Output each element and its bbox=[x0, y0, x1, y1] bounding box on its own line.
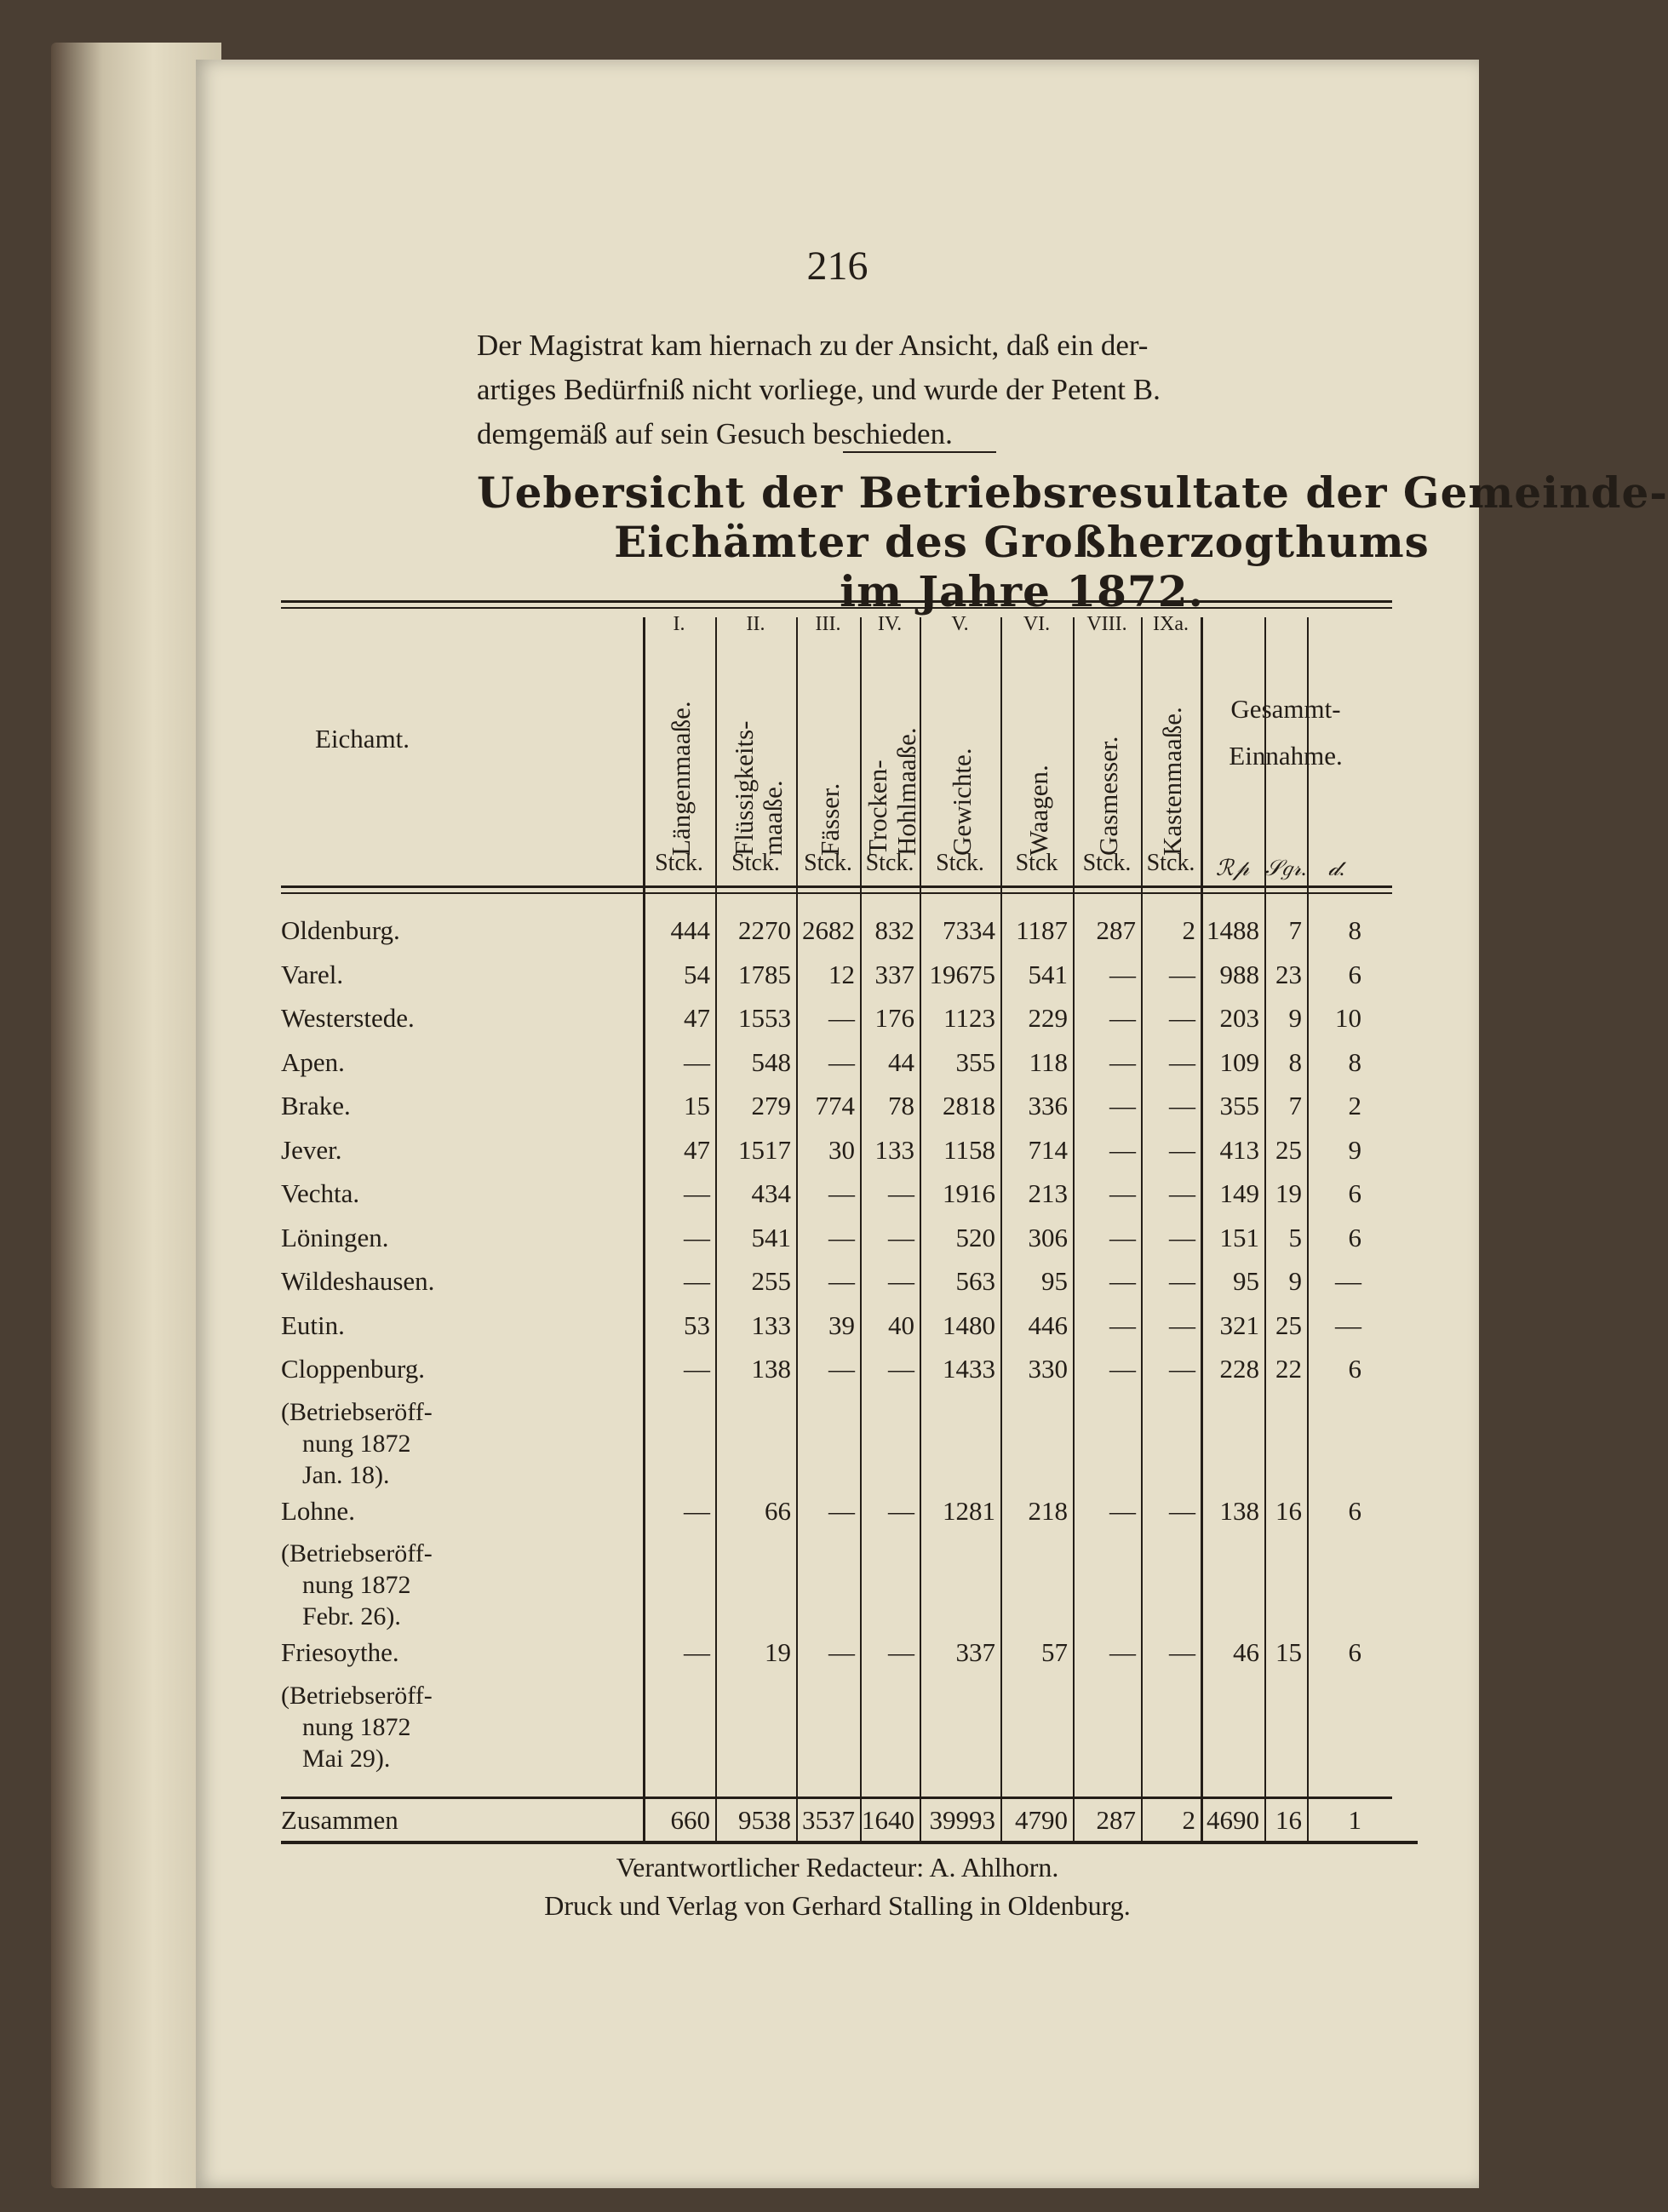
table-cell: 337 bbox=[955, 1637, 995, 1667]
money-unit: ℛ𝓅 bbox=[1215, 856, 1250, 880]
table-top-rule bbox=[281, 607, 1392, 609]
table-row-note: (Betriebseröff- bbox=[281, 1681, 433, 1710]
table-cell: — bbox=[1169, 1309, 1195, 1340]
column-roman-numeral: V. bbox=[951, 613, 969, 635]
table-cell-money: 22 bbox=[1275, 1354, 1302, 1384]
table-cell: 541 bbox=[1028, 959, 1068, 989]
table-top-rule bbox=[281, 600, 1392, 603]
table-cell: 444 bbox=[670, 915, 710, 945]
total-cell: 9538 bbox=[738, 1805, 791, 1835]
table-row-note: nung 1872 bbox=[302, 1712, 411, 1741]
table-cell: 1187 bbox=[1016, 915, 1068, 945]
table-row-label: Varel. bbox=[281, 959, 344, 989]
table-cell: — bbox=[888, 1495, 914, 1526]
title-line: Uebersicht der Betriebsresultate der Gemeinde- bbox=[477, 467, 1668, 518]
column-roman-numeral: VIII. bbox=[1086, 613, 1127, 635]
table-cell-money: 8 bbox=[1348, 1046, 1361, 1077]
table-cell: — bbox=[1169, 1354, 1195, 1384]
table-cell: 255 bbox=[751, 1266, 791, 1296]
table-cell-money: 9 bbox=[1348, 1134, 1361, 1165]
table-cell-money: 7 bbox=[1288, 1091, 1302, 1120]
table-cell: 19 bbox=[765, 1637, 791, 1667]
table-cell: 2270 bbox=[738, 915, 791, 945]
table-cell: — bbox=[888, 1354, 914, 1384]
table-cell: 2 bbox=[1182, 915, 1195, 945]
table-cell: 1785 bbox=[738, 959, 791, 989]
column-roman-numeral: IV. bbox=[877, 613, 903, 635]
table-cell: 1916 bbox=[943, 1178, 995, 1208]
table-cell: — bbox=[1109, 1309, 1136, 1340]
table-cell: — bbox=[1169, 1222, 1195, 1252]
table-cell: 47 bbox=[684, 1003, 710, 1033]
table-cell: — bbox=[1169, 1134, 1195, 1165]
editor-line: Verantwortlicher Redacteur: A. Ahlhorn. bbox=[616, 1852, 1059, 1882]
table-cell: — bbox=[888, 1222, 914, 1252]
money-unit: 𝒮𝑔𝓇. bbox=[1264, 856, 1307, 880]
table-row-label: Westerstede. bbox=[281, 1003, 415, 1033]
table-cell: — bbox=[888, 1637, 914, 1667]
table-cell-money: 7 bbox=[1288, 915, 1302, 945]
table-cell-money: 2 bbox=[1348, 1091, 1361, 1120]
column-name: Gasmesser. bbox=[1093, 736, 1123, 856]
table-row-label: Löningen. bbox=[281, 1222, 389, 1252]
column-unit: Stck. bbox=[1146, 850, 1195, 876]
table-cell: — bbox=[684, 1637, 710, 1667]
table-cell: — bbox=[828, 1178, 855, 1208]
table-cell: — bbox=[1109, 1178, 1136, 1208]
header-bottom-rule bbox=[281, 892, 1392, 894]
total-cell: 2 bbox=[1182, 1805, 1195, 1835]
column-name: Gewichte. bbox=[946, 748, 977, 856]
table-cell: 520 bbox=[955, 1222, 995, 1252]
column-roman-numeral: I. bbox=[673, 613, 685, 635]
table-cell: 15 bbox=[684, 1091, 710, 1120]
table-cell: — bbox=[828, 1354, 855, 1384]
table-cell-money: 16 bbox=[1275, 1495, 1302, 1526]
table-row-label: Vechta. bbox=[281, 1178, 360, 1208]
total-top-rule bbox=[281, 1797, 1392, 1799]
table-cell: 30 bbox=[828, 1134, 855, 1165]
table-cell: — bbox=[684, 1178, 710, 1208]
table-cell: 1553 bbox=[738, 1003, 791, 1033]
table-cell: — bbox=[888, 1178, 914, 1208]
column-name: Fässer. bbox=[814, 782, 845, 856]
table-cell: — bbox=[1169, 1091, 1195, 1120]
table-cell-money: 1488 bbox=[1207, 915, 1259, 945]
column-unit: Stck. bbox=[655, 850, 703, 876]
table-cell-money: 5 bbox=[1288, 1222, 1302, 1252]
table-cell: 832 bbox=[874, 915, 914, 945]
table-cell: — bbox=[1169, 959, 1195, 989]
column-unit: Stck. bbox=[804, 850, 852, 876]
table-cell: 78 bbox=[888, 1091, 914, 1120]
table-row-label: Cloppenburg. bbox=[281, 1354, 426, 1384]
table-row-note: (Betriebseröff- bbox=[281, 1539, 433, 1567]
table-cell: — bbox=[684, 1046, 710, 1077]
title-line: im Jahre 1872. bbox=[840, 566, 1204, 616]
table-cell: — bbox=[1169, 1266, 1195, 1296]
table-row-label: Apen. bbox=[281, 1046, 345, 1077]
table-cell-money: 6 bbox=[1348, 1354, 1361, 1384]
table-cell-money: 109 bbox=[1219, 1046, 1259, 1077]
paragraph-line: artiges Bedürfniß nicht vorliege, und wurde der Petent B. bbox=[477, 373, 1161, 406]
table-cell: 287 bbox=[1096, 915, 1136, 945]
table-cell: 279 bbox=[751, 1091, 791, 1120]
table-row-note: (Betriebseröff- bbox=[281, 1397, 433, 1426]
table-cell-money: 19 bbox=[1275, 1178, 1302, 1208]
table-cell: 39 bbox=[828, 1309, 855, 1340]
table-cell: 330 bbox=[1028, 1354, 1068, 1384]
total-cell: 3537 bbox=[802, 1805, 855, 1835]
table-cell: — bbox=[1109, 1091, 1136, 1120]
table-cell-money: — bbox=[1335, 1266, 1361, 1296]
table-cell-money: 6 bbox=[1348, 959, 1361, 989]
table-row-label: Friesoythe. bbox=[281, 1637, 399, 1667]
table-cell-money: 151 bbox=[1219, 1222, 1259, 1252]
total-header: Einnahme. bbox=[1229, 741, 1343, 771]
page-number: 216 bbox=[806, 244, 868, 289]
header-bottom-rule bbox=[281, 885, 1392, 888]
table-row-label: Brake. bbox=[281, 1091, 351, 1120]
total-cell: 1640 bbox=[862, 1805, 914, 1835]
table-cell: 133 bbox=[751, 1309, 791, 1340]
table-cell: 118 bbox=[1029, 1046, 1068, 1077]
table-cell: 548 bbox=[751, 1046, 791, 1077]
table-cell-money: — bbox=[1335, 1309, 1361, 1340]
table-cell: 176 bbox=[874, 1003, 914, 1033]
table-row-label: Oldenburg. bbox=[281, 915, 400, 945]
column-name: Hohlmaaße. bbox=[891, 727, 921, 856]
table-cell: — bbox=[1109, 1003, 1136, 1033]
total-row-label: Zusammen bbox=[281, 1805, 398, 1835]
column-unit: Stck. bbox=[936, 850, 984, 876]
total-cell: 4790 bbox=[1015, 1805, 1068, 1835]
table-cell: 774 bbox=[815, 1091, 855, 1120]
column-roman-numeral: VI. bbox=[1023, 613, 1051, 635]
table-cell: 95 bbox=[1041, 1266, 1068, 1296]
table-cell: — bbox=[828, 1495, 855, 1526]
table-cell: 714 bbox=[1028, 1134, 1068, 1165]
table-cell: — bbox=[684, 1222, 710, 1252]
table-row-note: Mai 29). bbox=[302, 1744, 391, 1773]
table-cell: — bbox=[888, 1266, 914, 1296]
table-cell: — bbox=[828, 1266, 855, 1296]
table-cell: 2682 bbox=[802, 915, 855, 945]
paragraph-line: demgemäß auf sein Gesuch beschieden. bbox=[477, 417, 953, 450]
column-roman-numeral: II. bbox=[746, 613, 765, 635]
table-cell: 306 bbox=[1028, 1222, 1068, 1252]
total-cell-money: 4690 bbox=[1207, 1805, 1259, 1835]
table-cell: 133 bbox=[874, 1134, 914, 1165]
column-roman-numeral: IXa. bbox=[1153, 613, 1189, 635]
table-cell: — bbox=[1169, 1637, 1195, 1667]
table-row-label: Eutin. bbox=[281, 1309, 345, 1340]
eichamt-header: Eichamt. bbox=[315, 724, 410, 754]
table-cell: 213 bbox=[1028, 1178, 1068, 1208]
column-name: maaße. bbox=[757, 780, 788, 856]
paragraph-line: Der Magistrat kam hiernach zu der Ansicht, daß ein der- bbox=[477, 329, 1149, 362]
table-cell: — bbox=[828, 1637, 855, 1667]
table-cell-money: 8 bbox=[1288, 1046, 1302, 1077]
table-row-note: nung 1872 bbox=[302, 1571, 411, 1599]
table-cell: 446 bbox=[1028, 1309, 1068, 1340]
total-header: Gesammt- bbox=[1230, 694, 1341, 724]
table-cell-money: 228 bbox=[1219, 1354, 1259, 1384]
table-cell: — bbox=[684, 1354, 710, 1384]
table-cell-money: 413 bbox=[1219, 1134, 1259, 1165]
column-roman-numeral: III. bbox=[815, 613, 841, 635]
table-cell: 2818 bbox=[943, 1091, 995, 1120]
column-name: Waagen. bbox=[1023, 765, 1053, 856]
table-cell: 336 bbox=[1028, 1091, 1068, 1120]
table-cell: — bbox=[1109, 1134, 1136, 1165]
table-cell: 541 bbox=[751, 1222, 791, 1252]
table-cell-money: 355 bbox=[1219, 1091, 1259, 1120]
total-cell: 660 bbox=[670, 1805, 710, 1835]
table-cell: 57 bbox=[1041, 1637, 1068, 1667]
table-cell: 355 bbox=[955, 1046, 995, 1077]
table-cell: 7334 bbox=[943, 915, 995, 945]
table-cell: 1123 bbox=[943, 1003, 995, 1033]
table-cell: 12 bbox=[828, 959, 855, 989]
table-cell-money: 203 bbox=[1219, 1003, 1259, 1033]
table-cell-money: 6 bbox=[1348, 1222, 1361, 1252]
table-row-note: Febr. 26). bbox=[302, 1602, 401, 1630]
table-row-note: nung 1872 bbox=[302, 1429, 411, 1458]
table-row-note: Jan. 18). bbox=[302, 1460, 390, 1489]
printer-line: Druck und Verlag von Gerhard Stalling in Oldenburg. bbox=[544, 1890, 1131, 1921]
table-cell-money: 6 bbox=[1348, 1178, 1361, 1208]
total-cell: 287 bbox=[1096, 1805, 1136, 1835]
column-name: Trocken- bbox=[863, 759, 892, 856]
table-cell: — bbox=[1109, 1637, 1136, 1667]
book-page bbox=[196, 60, 1668, 2188]
table-row-label: Jever. bbox=[281, 1134, 342, 1165]
column-unit: Stck. bbox=[731, 850, 780, 876]
table-cell-money: 9 bbox=[1288, 1266, 1302, 1296]
table-cell-money: 8 bbox=[1348, 915, 1361, 945]
table-cell: 47 bbox=[684, 1134, 710, 1165]
table-cell: 337 bbox=[874, 959, 914, 989]
table-cell: 434 bbox=[751, 1178, 791, 1208]
table-cell-money: 138 bbox=[1219, 1495, 1259, 1526]
title-line: Eichämter des Großherzogthums bbox=[614, 517, 1430, 567]
table-cell-money: 9 bbox=[1288, 1003, 1302, 1033]
table-cell-money: 6 bbox=[1348, 1637, 1361, 1667]
table-row-label: Wildeshausen. bbox=[281, 1266, 435, 1296]
table-cell: — bbox=[828, 1003, 855, 1033]
table-cell: 44 bbox=[888, 1046, 914, 1077]
table-cell-money: 25 bbox=[1275, 1134, 1302, 1165]
table-cell-money: 95 bbox=[1233, 1266, 1259, 1296]
table-cell: — bbox=[684, 1495, 710, 1526]
table-cell: — bbox=[1109, 1266, 1136, 1296]
table-cell-money: 15 bbox=[1275, 1637, 1302, 1667]
table-cell-money: 321 bbox=[1219, 1309, 1259, 1340]
table-cell-money: 149 bbox=[1219, 1178, 1259, 1208]
column-unit: Stck bbox=[1015, 850, 1058, 876]
table-cell: 229 bbox=[1028, 1003, 1068, 1033]
table-cell: 138 bbox=[751, 1354, 791, 1384]
table-cell: — bbox=[1109, 1222, 1136, 1252]
table-cell: — bbox=[1169, 1178, 1195, 1208]
table-cell-money: 46 bbox=[1233, 1637, 1259, 1667]
total-cell: 39993 bbox=[929, 1805, 995, 1835]
table-cell-money: 6 bbox=[1348, 1495, 1361, 1526]
table-cell: 1517 bbox=[738, 1134, 791, 1165]
table-cell: 1281 bbox=[943, 1495, 995, 1526]
table-cell: 53 bbox=[684, 1309, 710, 1340]
table-cell: — bbox=[828, 1222, 855, 1252]
table-cell: — bbox=[1109, 1495, 1136, 1526]
column-unit: Stck. bbox=[865, 850, 914, 876]
table-row-label: Lohne. bbox=[281, 1495, 355, 1526]
table-cell: 563 bbox=[955, 1266, 995, 1296]
table-cell: 1433 bbox=[943, 1354, 995, 1384]
table-cell: 66 bbox=[765, 1495, 791, 1526]
table-cell-money: 988 bbox=[1219, 959, 1259, 989]
table-cell: 54 bbox=[684, 959, 710, 989]
table-cell: — bbox=[1169, 1003, 1195, 1033]
table-bottom-rule bbox=[281, 1841, 1418, 1844]
table-cell: — bbox=[1109, 959, 1136, 989]
table-cell-money: 23 bbox=[1275, 959, 1302, 989]
table-cell: — bbox=[1169, 1046, 1195, 1077]
table-cell: — bbox=[1109, 1046, 1136, 1077]
total-cell-money: 1 bbox=[1348, 1805, 1361, 1835]
table-cell: — bbox=[1169, 1495, 1195, 1526]
column-name: Kastenmaaße. bbox=[1157, 707, 1187, 856]
table-cell: — bbox=[828, 1046, 855, 1077]
table-cell: 1480 bbox=[943, 1309, 995, 1340]
table-cell-money: 10 bbox=[1335, 1003, 1361, 1033]
table-cell: — bbox=[1109, 1354, 1136, 1384]
table-cell: 1158 bbox=[943, 1134, 995, 1165]
table-cell: — bbox=[684, 1266, 710, 1296]
table-cell: 218 bbox=[1028, 1495, 1068, 1526]
column-name: Längenmaaße. bbox=[665, 701, 696, 856]
table-cell: 40 bbox=[888, 1309, 914, 1340]
money-unit: 𝒹. bbox=[1328, 856, 1345, 880]
total-cell-money: 16 bbox=[1275, 1805, 1302, 1835]
table-cell: 19675 bbox=[929, 959, 995, 989]
table-cell-money: 25 bbox=[1275, 1309, 1302, 1340]
column-unit: Stck. bbox=[1082, 850, 1132, 876]
column-name: Flüssigkeits- bbox=[728, 720, 759, 856]
